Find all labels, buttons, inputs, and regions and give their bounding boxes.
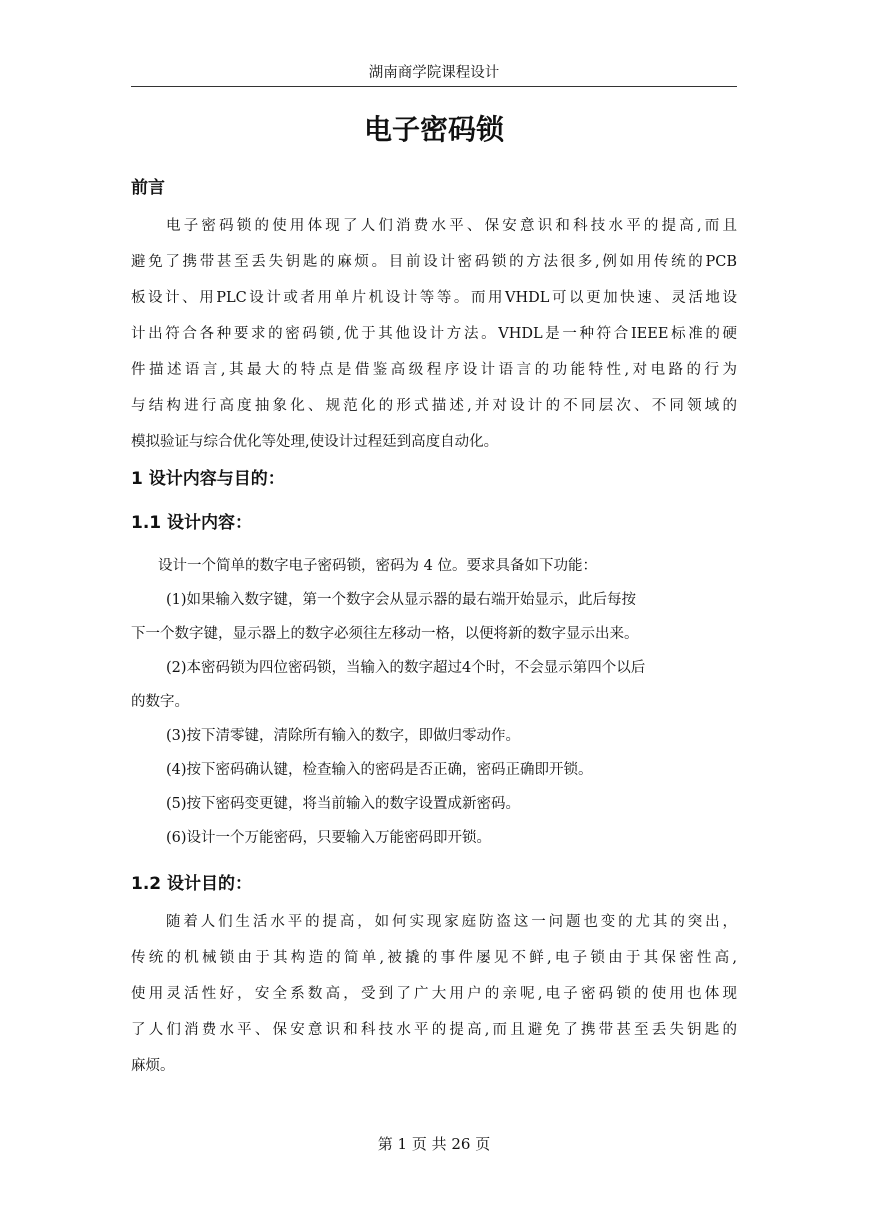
- purpose-line: 麻烦。: [131, 1058, 175, 1074]
- document-title: 电子密码锁: [363, 113, 504, 146]
- design-purpose-paragraph: [131, 904, 737, 1084]
- section-1-1-heading: 1.1 设计内容：: [131, 513, 253, 533]
- preface-heading: 前言: [131, 178, 165, 198]
- list-item: 的数字。: [131, 694, 189, 710]
- section-1-heading: 1 设计内容与目的：: [131, 469, 285, 489]
- design-content-intro: 设计一个简单的数字电子密码锁，密码为 4 位。要求具备如下功能：: [158, 558, 597, 574]
- design-content-list: [131, 549, 737, 855]
- purpose-line: 使用灵活性好，安全系数高，受到了广大用户的亲呢,电子密码锁的使用也体现: [131, 986, 737, 1002]
- purpose-line: 传统的机械锁由于其构造的简单,被撬的事件屡见不鲜,电子锁由于其保密性高,: [131, 950, 737, 966]
- preface-line: 与结构进行高度抽象化、规范化的形式描述,并对设计的不同层次、不同领域的: [131, 398, 737, 414]
- section-1-2-heading: 1.2 设计目的：: [131, 874, 253, 894]
- preface-line: 板设计、用PLC设计或者用单片机设计等等。而用VHDL可以更加快速、灵活地设: [131, 290, 737, 306]
- page-number-footer: 第 1 页 共 26 页: [377, 1135, 491, 1153]
- preface-line: 件描述语言,其最大的特点是借鉴高级程序设计语言的功能特性,对电路的行为: [131, 362, 737, 378]
- list-item: (5)按下密码变更键，将当前输入的数字设置成新密码。: [166, 796, 521, 812]
- list-item: (1)如果输入数字键，第一个数字会从显示器的最右端开始显示，此后每按: [166, 592, 637, 608]
- purpose-line: 了人们消费水平、保安意识和科技水平的提高,而且避免了携带甚至丢失钥匙的: [131, 1022, 737, 1038]
- preface-line: 避免了携带甚至丢失钥匙的麻烦。目前设计密码锁的方法很多,例如用传统的PCB: [131, 254, 737, 270]
- purpose-line: 随着人们生活水平的提高，如何实现家庭防盗这一问题也变的尤其的突出，: [166, 914, 737, 930]
- preface-line: 电子密码锁的使用体现了人们消费水平、保安意识和科技水平的提高,而且: [166, 218, 737, 234]
- preface-paragraph: [131, 208, 737, 460]
- preface-line: 模拟验证与综合优化等处理,使设计过程廷到高度自动化。: [131, 434, 499, 450]
- list-item: (3)按下清零键，清除所有输入的数字，即做归零动作。: [166, 728, 521, 744]
- list-item: 下一个数字键，显示器上的数字必须往左移动一格，以便将新的数字显示出来。: [131, 626, 639, 642]
- preface-line: 计出符合各种要求的密码锁,优于其他设计方法。VHDL是一种符合IEEE标准的硬: [131, 326, 737, 342]
- list-item: (6)设计一个万能密码，只要输入万能密码即开锁。: [166, 830, 492, 846]
- list-item: (2)本密码锁为四位密码锁，当输入的数字超过4个时，不会显示第四个以后: [166, 660, 646, 676]
- running-header: 湖南商学院课程设计: [131, 62, 737, 87]
- list-item: (4)按下密码确认键，检查输入的密码是否正确，密码正确即开锁。: [166, 762, 593, 778]
